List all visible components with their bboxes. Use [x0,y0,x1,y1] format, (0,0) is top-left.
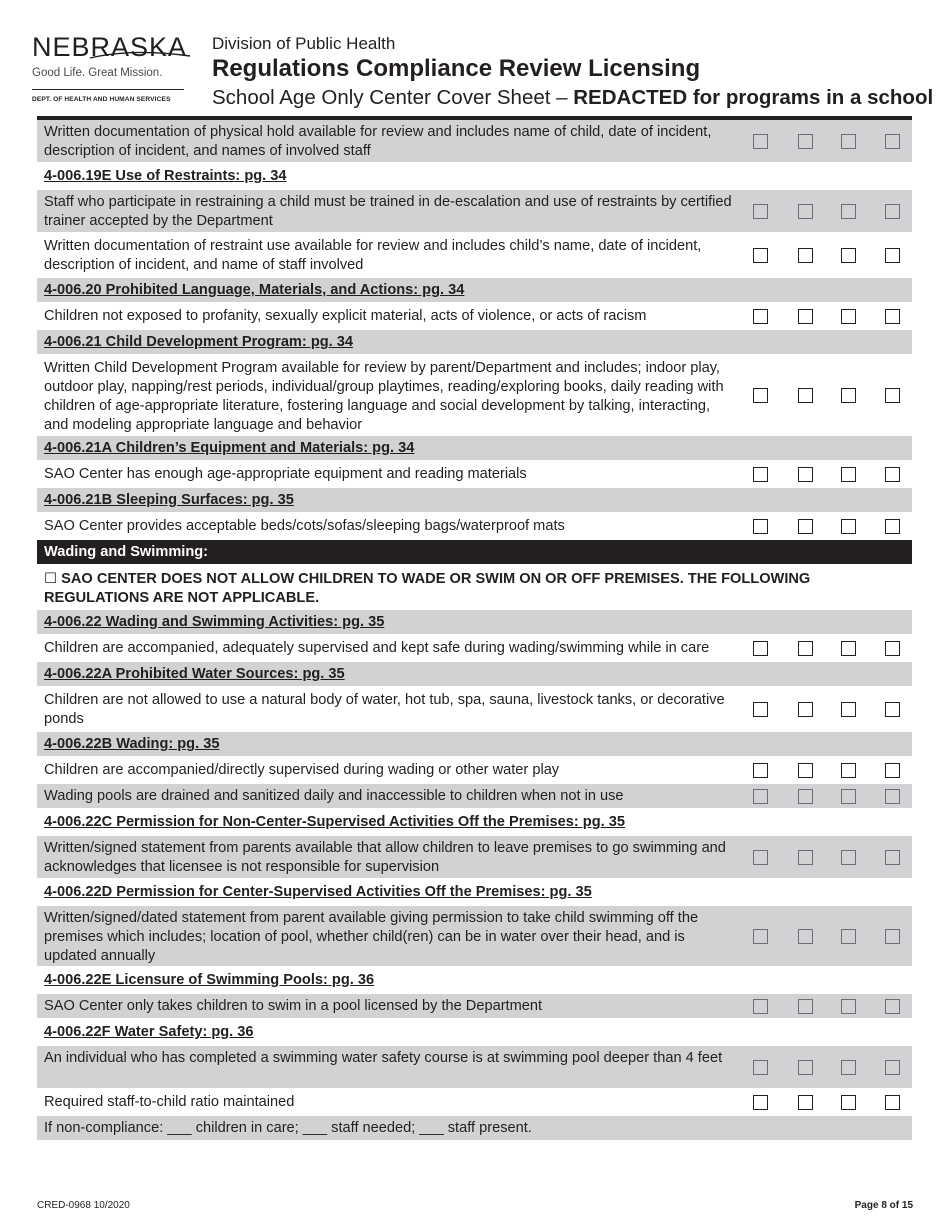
table-row [37,1046,912,1090]
row-text: Wading pools are drained and sanitized daily and inaccessible to children when not in use [44,788,624,804]
section-heading-row [37,1020,912,1046]
page-title: Regulations Compliance Review Licensing [212,55,701,82]
compliance-checkbox-4[interactable] [885,134,900,149]
compliance-checkbox-1[interactable] [753,1095,768,1110]
section-heading-row [37,278,912,304]
compliance-checkbox-4[interactable] [885,999,900,1014]
section-heading-row [37,436,912,462]
logo-swoosh-icon [32,36,192,66]
compliance-checkbox-1[interactable] [753,929,768,944]
compliance-checkbox-1[interactable] [753,763,768,778]
compliance-checkbox-2[interactable] [798,134,813,149]
compliance-checkbox-1[interactable] [753,789,768,804]
page-subtitle [212,86,933,110]
compliance-checkbox-1[interactable] [753,309,768,324]
row-text: Required staff-to-child ratio maintained [44,1094,295,1110]
table-row [37,1090,912,1116]
compliance-checkbox-2[interactable] [798,1060,813,1075]
compliance-checkbox-3[interactable] [841,999,856,1014]
compliance-checkbox-4[interactable] [885,519,900,534]
compliance-checkbox-4[interactable] [885,789,900,804]
compliance-checkbox-1[interactable] [753,204,768,219]
compliance-checkbox-1[interactable] [753,519,768,534]
section-heading-row [37,880,912,906]
table-row [37,758,912,784]
row-text: 4-006.21 Child Development Program: pg. 34 [44,334,353,350]
row-text: SAO Center provides acceptable beds/cots/sofas/sleeping bags/waterproof mats [44,518,565,534]
row-text: Children not exposed to profanity, sexually explicit material, acts of violence, or acts of racism [44,308,647,324]
table-row [37,836,912,880]
compliance-checkbox-1[interactable] [753,134,768,149]
compliance-checkbox-2[interactable] [798,929,813,944]
table-row [37,120,912,164]
compliance-checkbox-3[interactable] [841,248,856,263]
compliance-checkbox-3[interactable] [841,702,856,717]
row-text: 4-006.22E Licensure of Swimming Pools: pg. 36 [44,972,375,988]
compliance-checkbox-3[interactable] [841,467,856,482]
page-header [0,0,950,118]
section-heading-row [37,610,912,636]
row-text: Staff who participate in restraining a child must be trained in de-escalation and use of restraints by certified trainer accepted by the Department [44,194,732,229]
division-name: Division of Public Health [212,34,396,53]
compliance-checkbox-1[interactable] [753,999,768,1014]
section-heading-row [37,662,912,688]
compliance-checkbox-4[interactable] [885,204,900,219]
compliance-checkbox-3[interactable] [841,1095,856,1110]
table-row [37,636,912,662]
compliance-checkbox-4[interactable] [885,641,900,656]
compliance-checkbox-2[interactable] [798,467,813,482]
row-text: 4-006.22A Prohibited Water Sources: pg. 35 [44,666,345,682]
logo-divider [32,89,184,90]
nebraska-dhhs-logo [32,30,192,110]
compliance-checkbox-3[interactable] [841,204,856,219]
compliance-checkbox-3[interactable] [841,763,856,778]
row-text: Children are accompanied, adequately supervised and kept safe during wading/swimming while in care [44,640,710,656]
compliance-checkbox-2[interactable] [798,789,813,804]
compliance-checkbox-4[interactable] [885,850,900,865]
row-text: 4-006.22D Permission for Center-Supervised Activities Off the Premises: pg. 35 [44,884,592,900]
compliance-checkbox-4[interactable] [885,702,900,717]
compliance-checkbox-2[interactable] [798,309,813,324]
row-text: Children are accompanied/directly supervised during wading or other water play [44,762,560,778]
page-number: Page 8 of 15 [854,1200,913,1211]
compliance-checkbox-1[interactable] [753,850,768,865]
compliance-checkbox-2[interactable] [798,702,813,717]
compliance-checkbox-3[interactable] [841,850,856,865]
row-text: If non-compliance: ___ children in care; ___ staff needed; ___ staff present. [44,1120,532,1136]
table-row [37,1116,912,1142]
table-row [37,190,912,234]
compliance-checkbox-4[interactable] [885,929,900,944]
row-text: 4-006.21A Children’s Equipment and Materials: pg. 34 [44,440,415,456]
subtitle-plain: School Age Only Center Cover Sheet – [212,86,574,109]
row-text: 4-006.19E Use of Restraints: pg. 34 [44,168,287,184]
compliance-checkbox-4[interactable] [885,309,900,324]
row-text: 4-006.22 Wading and Swimming Activities: pg. 35 [44,614,385,630]
table-row [37,234,912,278]
compliance-checkbox-3[interactable] [841,388,856,403]
compliance-checkbox-1[interactable] [753,641,768,656]
logo-tagline: Good Life. Great Mission. [32,67,163,79]
compliance-table [37,120,912,1142]
compliance-checkbox-2[interactable] [798,763,813,778]
row-text: Written Child Development Program available for review by parent/Department and includes; indoor play, outdoor play, napping/rest periods, individual/group playtimes, reading/exploring books, daily reading with children of age-appropriate literature, fostering language and social development by talking, interacting, and modeling appropriate language and behavior [44,360,724,433]
section-heading-row [37,164,912,190]
section-heading-row [37,968,912,994]
compliance-checkbox-2[interactable] [798,248,813,263]
section-heading-row [37,488,912,514]
compliance-checkbox-2[interactable] [798,1095,813,1110]
compliance-checkbox-2[interactable] [798,204,813,219]
compliance-checkbox-2[interactable] [798,388,813,403]
section-heading-row [37,330,912,356]
compliance-checkbox-3[interactable] [841,929,856,944]
table-row [37,304,912,330]
row-text: ☐ SAO CENTER DOES NOT ALLOW CHILDREN TO WADE OR SWIM ON OR OFF PREMISES. THE FOLLOWING REGULATIONS ARE NOT APPLICABLE. [44,571,811,606]
compliance-checkbox-4[interactable] [885,763,900,778]
table-row [37,994,912,1020]
compliance-checkbox-4[interactable] [885,1060,900,1075]
compliance-checkbox-4[interactable] [885,248,900,263]
form-id: CRED-0968 10/2020 [37,1200,130,1211]
row-text: Written/signed/dated statement from parent available giving permission to take child swimming off the premises which includes; location of pool, whether child(ren) can be in water over their head, and is updated annually [44,910,699,964]
table-row [37,356,912,436]
compliance-checkbox-4[interactable] [885,467,900,482]
compliance-checkbox-1[interactable] [753,702,768,717]
compliance-checkbox-1[interactable] [753,388,768,403]
compliance-checkbox-3[interactable] [841,641,856,656]
table-row [37,784,912,810]
compliance-checkbox-2[interactable] [798,641,813,656]
notice-row [37,566,912,610]
subtitle-bold: REDACTED for programs in a school [573,86,934,109]
row-text: Wading and Swimming: [44,544,209,560]
row-text: SAO Center has enough age-appropriate equipment and reading materials [44,466,527,482]
row-text: Children are not allowed to use a natural body of water, hot tub, spa, sauna, livestock tanks, or decorative ponds [44,692,725,727]
compliance-checkbox-2[interactable] [798,999,813,1014]
compliance-checkbox-2[interactable] [798,519,813,534]
row-text: 4-006.22C Permission for Non-Center-Supervised Activities Off the Premises: pg. 35 [44,814,625,830]
table-row [37,688,912,732]
compliance-checkbox-2[interactable] [798,850,813,865]
compliance-checkbox-4[interactable] [885,1095,900,1110]
logo-wordmark: NEBRASKA [32,32,188,62]
table-row [37,906,912,968]
row-text: Written documentation of physical hold available for review and includes name of child, date of incident, description of incident, and names of involved staff [44,124,712,159]
section-heading-row [37,810,912,836]
row-text: 4-006.22F Water Safety: pg. 36 [44,1024,254,1040]
compliance-checkbox-1[interactable] [753,1060,768,1075]
row-text: SAO Center only takes children to swim in a pool licensed by the Department [44,998,543,1014]
compliance-checkbox-1[interactable] [753,248,768,263]
row-text: 4-006.20 Prohibited Language, Materials, and Actions: pg. 34 [44,282,465,298]
table-row [37,462,912,488]
row-text: An individual who has completed a swimming water safety course is at swimming pool deeper than 4 feet [44,1050,723,1066]
compliance-checkbox-3[interactable] [841,789,856,804]
compliance-checkbox-3[interactable] [841,1060,856,1075]
row-text: 4-006.21B Sleeping Surfaces: pg. 35 [44,492,294,508]
row-text: Written/signed statement from parents available that allow children to leave premises to go swimming and acknowledges that licensee is not responsible for supervision [44,840,726,875]
logo-dept-name: DEPT. OF HEALTH AND HUMAN SERVICES [32,96,171,103]
row-text: Written documentation of restraint use available for review and includes child’s name, date of incident, description of incident, and name of staff involved [44,238,702,273]
compliance-checkbox-3[interactable] [841,309,856,324]
compliance-checkbox-1[interactable] [753,467,768,482]
category-heading-row [37,540,912,566]
row-text: 4-006.22B Wading: pg. 35 [44,736,220,752]
section-heading-row [37,732,912,758]
compliance-checkbox-4[interactable] [885,388,900,403]
compliance-checkbox-3[interactable] [841,519,856,534]
table-row [37,514,912,540]
compliance-checkbox-3[interactable] [841,134,856,149]
